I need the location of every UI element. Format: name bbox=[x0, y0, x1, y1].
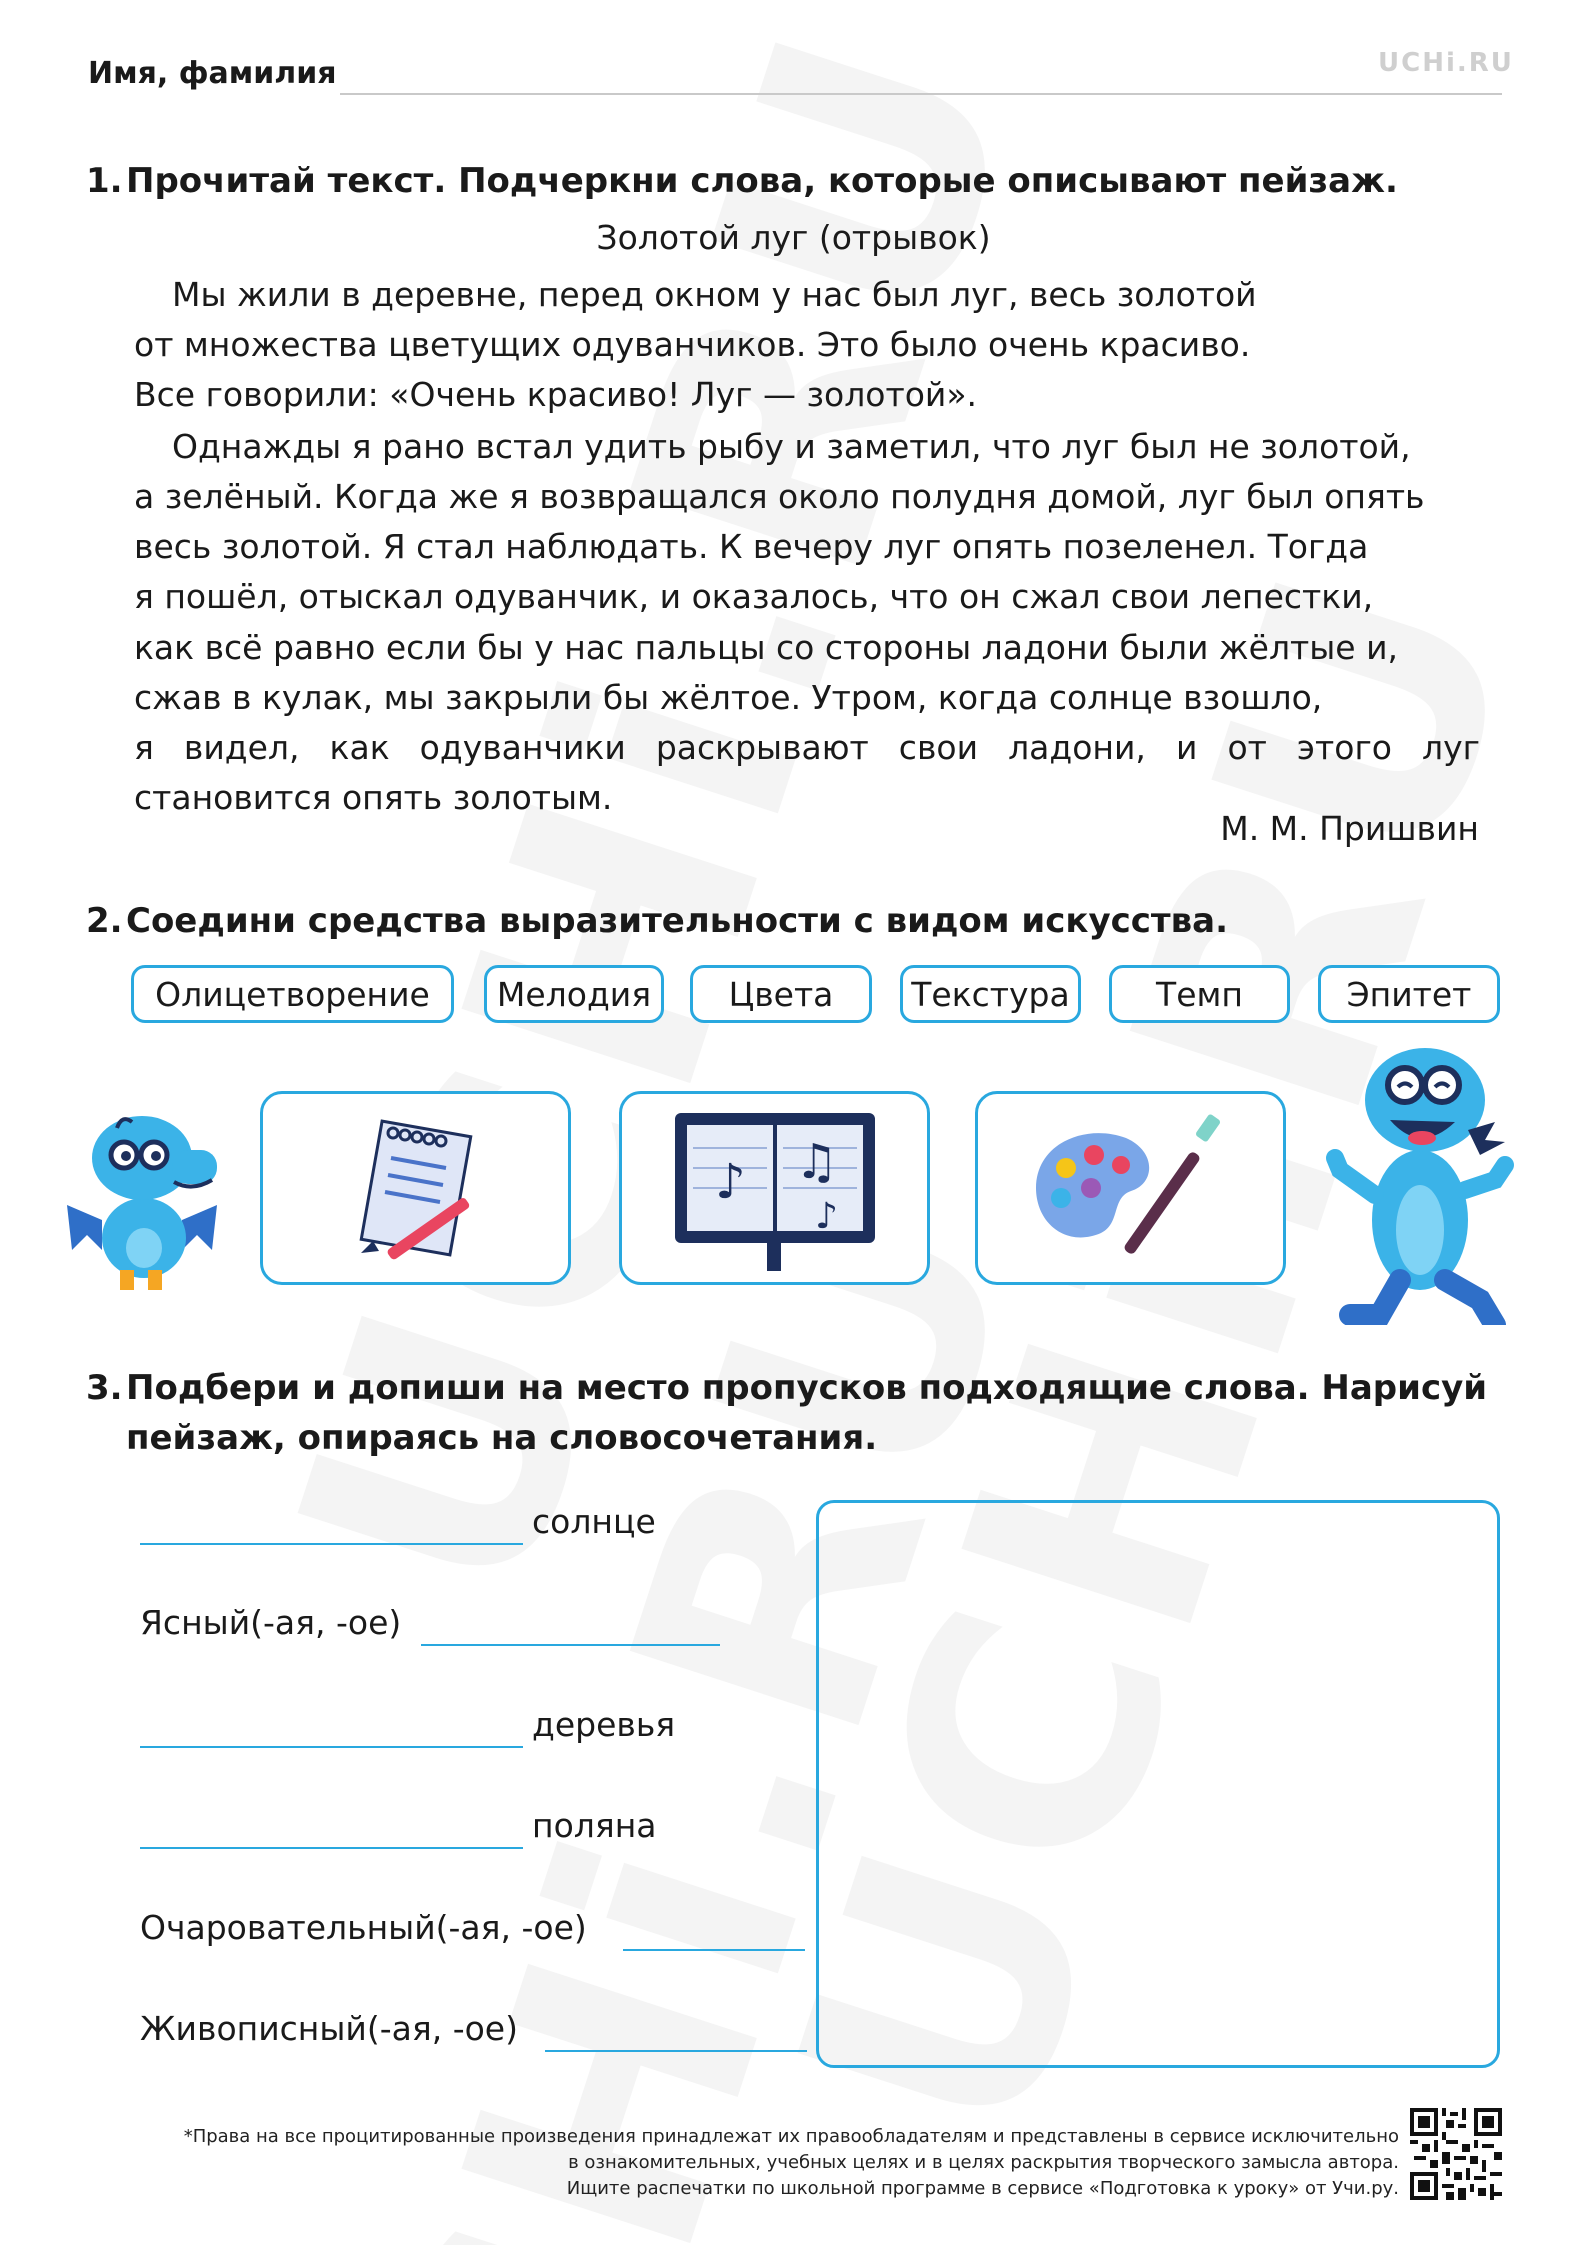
svg-text:♪: ♪ bbox=[814, 1196, 838, 1237]
footnote-line: *Права на все процитированные произведения принадлежат их правообладателям и представлены в сервисе исключительно bbox=[183, 2126, 1399, 2147]
task1-number: 1. bbox=[86, 161, 123, 201]
task1-title bbox=[86, 156, 1398, 206]
answer-line[interactable] bbox=[140, 1746, 523, 1748]
task3-number: 3. bbox=[86, 1368, 123, 1408]
svg-text:♪: ♪ bbox=[714, 1154, 746, 1210]
answer-line[interactable] bbox=[623, 1949, 805, 1951]
task2-title-text: Соедини средства выразительности с видом искусства. bbox=[126, 901, 1229, 941]
task3-title-line1: Подбери и допиши на место пропусков подходящие слова. Нарисуй bbox=[126, 1368, 1488, 1408]
dino-mascot-right-icon bbox=[1320, 1030, 1520, 1325]
story-line: я видел, как одуванчики раскрывают свои ладони, и от этого луг bbox=[134, 728, 1480, 767]
story-line: Однажды я рано встал удить рыбу и заметил, что луг был не золотой, bbox=[172, 427, 1411, 466]
story-author: М. М. Пришвин bbox=[1220, 809, 1479, 848]
notepad-pencil-icon bbox=[341, 1113, 491, 1263]
phrase-word: поляна bbox=[532, 1806, 657, 1845]
story-title: Золотой луг (отрывок) bbox=[596, 218, 991, 257]
drawing-area[interactable] bbox=[816, 1500, 1500, 2068]
phrase-word: Очаровательный(-ая, -ое) bbox=[140, 1908, 587, 1947]
answer-line[interactable] bbox=[140, 1543, 523, 1545]
art-card-music[interactable] bbox=[619, 1091, 930, 1285]
art-card-painting[interactable] bbox=[975, 1091, 1286, 1285]
palette-brush-icon bbox=[1006, 1103, 1256, 1273]
svg-text:♫: ♫ bbox=[794, 1134, 838, 1190]
footnote-line: в ознакомительных, учебных целях и в целях раскрытия творческого замысла автора. bbox=[568, 2152, 1399, 2173]
chip-tempo[interactable]: Темп bbox=[1109, 965, 1290, 1023]
task2-number: 2. bbox=[86, 901, 123, 941]
chip-melody[interactable]: Мелодия bbox=[484, 965, 664, 1023]
chip-colors[interactable]: Цвета bbox=[690, 965, 872, 1023]
answer-line[interactable] bbox=[421, 1644, 720, 1646]
task1-title-text: Прочитай текст. Подчеркни слова, которые описывают пейзаж. bbox=[126, 161, 1398, 201]
phrase-word: Живописный(-ая, -ое) bbox=[140, 2009, 518, 2048]
name-input-line[interactable] bbox=[340, 93, 1502, 95]
task2-title bbox=[86, 896, 1228, 946]
answer-line[interactable] bbox=[140, 1847, 523, 1849]
story-line: как всё равно если бы у нас пальцы со стороны ладони были жёлтые и, bbox=[134, 628, 1399, 667]
dino-mascot-left-icon bbox=[62, 1100, 222, 1290]
footnote-line: Ищите распечатки по школьной программе в сервисе «Подготовка к уроку» от Учи.ру. bbox=[566, 2178, 1399, 2199]
story-line: от множества цветущих одуванчиков. Это было очень красиво. bbox=[134, 325, 1251, 364]
phrase-word: солнце bbox=[532, 1502, 656, 1541]
task3-title bbox=[86, 1363, 1487, 1463]
chip-personification[interactable]: Олицетворение bbox=[131, 965, 454, 1023]
phrase-word: деревья bbox=[532, 1705, 676, 1744]
story-line: я пошёл, отыскал одуванчик, и оказалось, что он сжал свои лепестки, bbox=[134, 577, 1374, 616]
qr-code-icon bbox=[1410, 2108, 1502, 2200]
task3-title-line2: пейзаж, опираясь на словосочетания. bbox=[126, 1418, 878, 1458]
watermark-text bbox=[1526, 1064, 1587, 2245]
story-line: а зелёный. Когда же я возвращался около полудня домой, луг был опять bbox=[134, 477, 1425, 516]
story-line: сжав в кулак, мы закрыли бы жёлтое. Утром, когда солнце взошло, bbox=[134, 678, 1323, 717]
story-line: Мы жили в деревне, перед окном у нас был луг, весь золотой bbox=[172, 275, 1257, 314]
copyright-footnote bbox=[184, 2124, 1399, 2202]
chip-texture[interactable]: Текстура bbox=[900, 965, 1081, 1023]
answer-line[interactable] bbox=[545, 2050, 807, 2052]
brand-logo: UCHi.RU bbox=[1378, 48, 1514, 78]
name-label: Имя, фамилия bbox=[88, 56, 337, 91]
art-card-literature[interactable] bbox=[260, 1091, 571, 1285]
story-line: становится опять золотым. bbox=[134, 778, 613, 817]
chip-epithet[interactable]: Эпитет bbox=[1318, 965, 1500, 1023]
story-line: весь золотой. Я стал наблюдать. К вечеру луг опять позеленел. Тогда bbox=[134, 527, 1369, 566]
story-line: Все говорили: «Очень красиво! Луг — золотой». bbox=[134, 375, 978, 414]
phrase-word: Ясный(-ая, -ое) bbox=[140, 1603, 402, 1642]
sheet-music-icon bbox=[655, 1103, 895, 1273]
